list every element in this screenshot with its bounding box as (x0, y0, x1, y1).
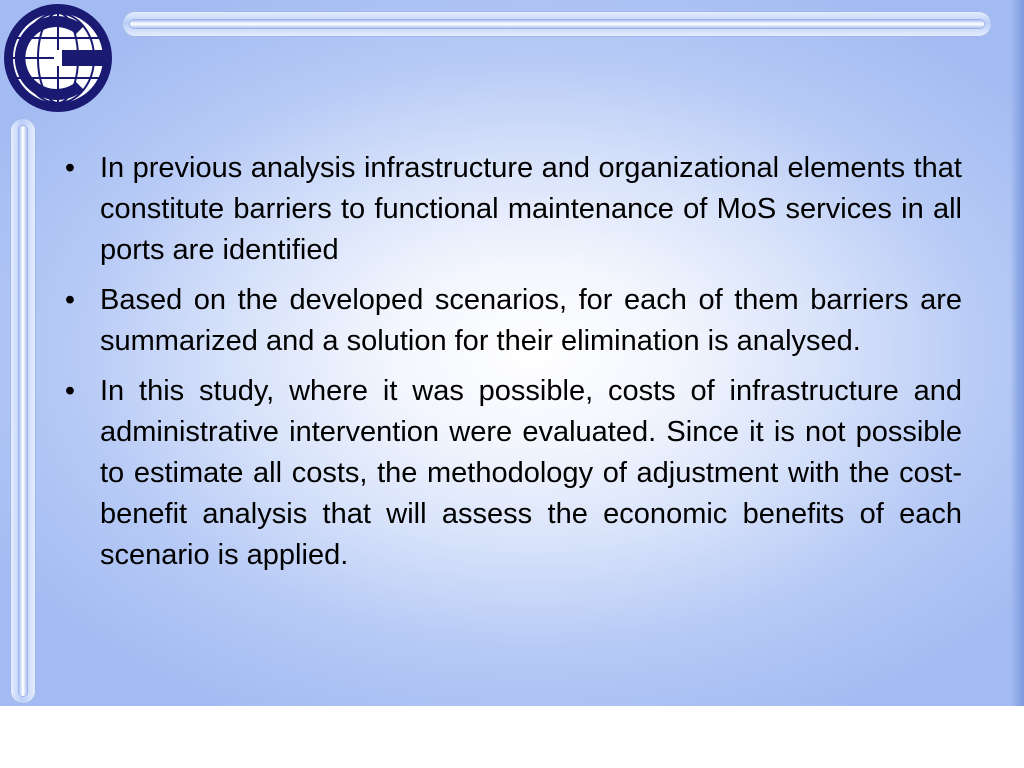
bullet-text: In previous analysis infrastructure and organizational elements that constitute barriers to functional maintenance of MoS services in all ports are identified (100, 152, 962, 266)
bullet-item (58, 280, 962, 362)
bullet-dot: • (64, 375, 76, 407)
left-decorative-bar (10, 118, 36, 704)
bullet-list (58, 148, 962, 585)
bullet-item (58, 371, 962, 576)
bullet-text: Based on the developed scenarios, for each of them barriers are summarized and a solution for their elimination is analysed. (100, 284, 962, 357)
bullet-text: In this study, where it was possible, costs of infrastructure and administrative intervention were evaluated. Since it is not possible to estimate all costs, the methodology of adjustment with the cost-benefit analysis that will assess the economic benefits of each scenario is applied. (100, 375, 962, 571)
bullet-item (58, 148, 962, 271)
bullet-dot: • (64, 152, 76, 184)
bullet-dot: • (64, 284, 76, 316)
globe-e-logo-icon (2, 2, 114, 114)
top-decorative-bar (122, 11, 992, 37)
